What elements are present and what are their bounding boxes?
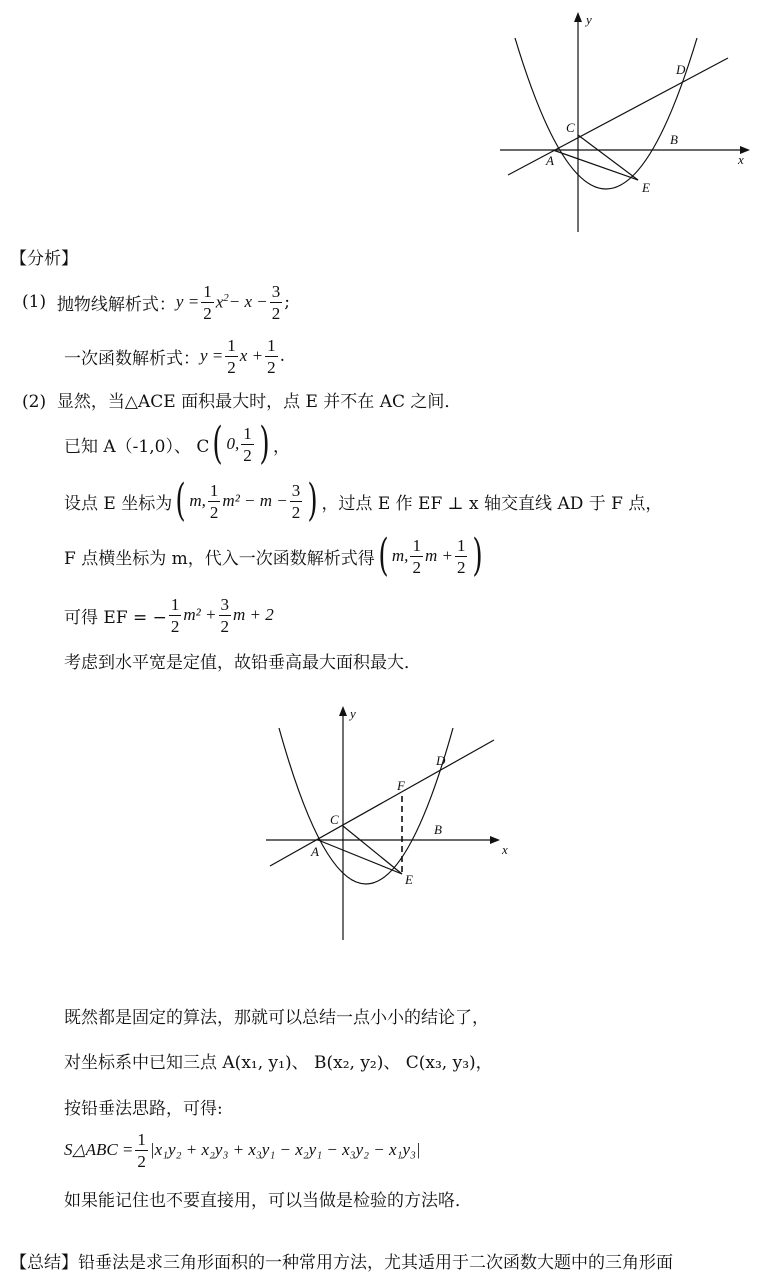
linear-coef-b: $\frac{1}{2}$	[267, 335, 276, 377]
line3-post: ，过点 E 作 EF ⊥ x 轴交直线 AD 于 F 点，	[321, 493, 663, 514]
parabola-end: ;	[284, 292, 290, 312]
fig2-label-x: x	[502, 842, 508, 857]
part2-line3	[64, 475, 663, 526]
part2-line6: 考虑到水平宽是定值，故铅垂高最大面积最大．	[64, 653, 421, 673]
summary-line	[10, 1248, 673, 1273]
linear-end: .	[279, 346, 285, 366]
fig2-x-arrow	[490, 836, 500, 844]
point-e-text: 设点 E 坐标为	[64, 493, 173, 514]
figure-1-graph	[490, 8, 760, 240]
part2-number: (2)	[22, 392, 47, 412]
analysis-heading: 【分析】	[10, 249, 78, 269]
fig1-label-a: A	[546, 153, 554, 168]
parabola-mid: − x −	[228, 292, 268, 311]
point-f-coords: ( m, $\frac{1}{2}$ m + $\frac{1}{2}$ )	[378, 530, 484, 581]
parabola-label: 抛物线解析式：	[56, 294, 176, 315]
part1-number: (1)	[22, 292, 47, 312]
line2-end: ，	[272, 436, 290, 457]
part1-line2	[64, 336, 285, 376]
fig1-seg-ce	[578, 135, 638, 180]
conclusion-line1: 既然都是固定的算法，那就可以总结一点小小的结论了，	[64, 1008, 489, 1028]
part2-text1: 显然，当△ACE 面积最大时，点 E 并不在 AC 之间．	[56, 392, 462, 412]
fig2-label-e: E	[405, 872, 413, 887]
ef-lhs: 可得 EF = −	[64, 607, 167, 628]
point-c-coords: ( 0, $\frac{1}{2}$ )	[212, 418, 270, 469]
fig2-seg-ce	[343, 826, 402, 874]
area-formula	[64, 1127, 421, 1173]
linear-x: x +	[239, 346, 264, 365]
point-a-c-text: 已知 A（-1,0）、 C	[64, 436, 210, 457]
fig2-label-y: y	[350, 706, 356, 721]
fig1-label-d: D	[676, 62, 686, 77]
parabola-lhs: y =	[175, 292, 200, 311]
fig1-line-ad	[508, 58, 728, 175]
fig1-label-x: x	[738, 152, 744, 167]
linear-lhs: y =	[200, 346, 224, 365]
ef-mid: m² +	[183, 605, 217, 624]
ef-coef-b: $\frac{3}{2}$	[220, 594, 230, 636]
conclusion-line3: 按铅垂法思路，可得:	[64, 1099, 223, 1119]
area-formula-coef: $\frac{1}{2}$	[137, 1129, 146, 1171]
ef-end: m + 2	[233, 605, 274, 624]
part2-line4	[64, 530, 487, 581]
fig1-parabola	[515, 38, 697, 189]
linear-label: 一次函数解析式：	[64, 348, 200, 369]
point-f-text: F 点横坐标为 m，代入一次函数解析式得	[64, 548, 375, 569]
fig2-label-c: C	[330, 812, 339, 827]
fig2-seg-ae	[318, 840, 402, 874]
fig1-label-b: B	[670, 132, 678, 147]
ef-coef-a: $\frac{1}{2}$	[170, 594, 180, 636]
conclusion-line4: 如果能记住也不要直接用，可以当做是检验的方法咯．	[64, 1191, 472, 1211]
parabola-x2: $x^2$	[215, 291, 229, 312]
fig1-label-y: y	[586, 12, 592, 27]
fig2-label-b: B	[434, 822, 442, 837]
fig2-label-f: F	[397, 778, 405, 793]
fig1-y-arrow	[574, 12, 582, 22]
figure-2-graph	[258, 698, 518, 948]
linear-coef-a: $\frac{1}{2}$	[227, 335, 236, 377]
summary-tag: 【总结】	[10, 1253, 78, 1273]
fig2-parabola	[279, 728, 453, 884]
parabola-coef-b: $\frac{3}{2}$	[271, 281, 281, 323]
fig1-seg-ae	[553, 150, 638, 180]
summary-text: 铅垂法是求三角形面积的一种常用方法，尤其适用于二次函数大题中的三角形面	[78, 1253, 673, 1273]
parabola-coef-a: $\frac{1}{2}$	[203, 281, 212, 323]
area-formula-lhs: S△ABC =	[64, 1140, 134, 1159]
part2-line5	[64, 593, 274, 637]
area-formula-body: |x₁y₂ + x₂y₃ + x₃y₁ − x₂y₁ − x₃y₂ − x₁y₃|	[149, 1140, 421, 1159]
part2-line1	[22, 387, 461, 412]
conclusion-line2: 对坐标系中已知三点 A(x₁, y₁)、 B(x₂, y₂)、 C(x₃, y₃)，	[64, 1053, 493, 1073]
fig1-label-e: E	[642, 180, 650, 195]
fig2-label-a: A	[311, 844, 319, 859]
part1-line1	[22, 282, 290, 322]
fig2-y-arrow	[339, 706, 347, 716]
fig2-label-d: D	[436, 753, 446, 768]
part2-line2	[64, 418, 290, 469]
point-e-coords: ( m, $\frac{1}{2}$ m² − m − $\frac{3}{2}$ )	[175, 475, 319, 526]
fig1-label-c: C	[566, 120, 575, 135]
